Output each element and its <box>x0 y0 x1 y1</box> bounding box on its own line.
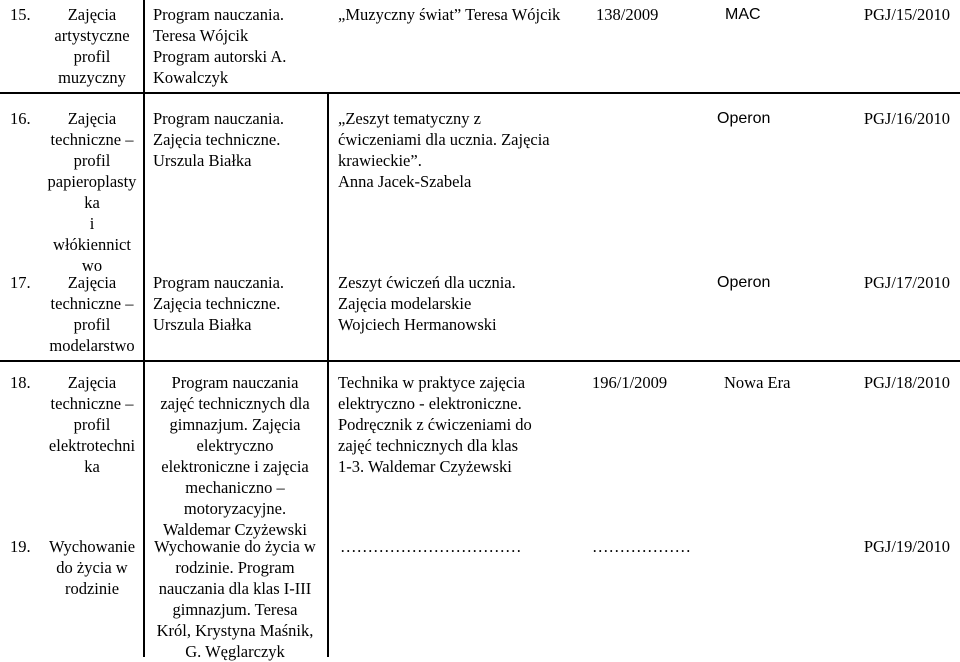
book-line: Zajęcia modelarskie <box>338 294 472 313</box>
subject-line: Zajęcia <box>67 373 117 392</box>
book-line: krawieckie”. <box>338 151 422 170</box>
subject-line: techniczne – <box>50 294 134 313</box>
book-line: Podręcznik z ćwiczeniami do <box>338 415 532 434</box>
program-line: elektroniczne i zajęcia <box>161 457 309 476</box>
column-divider <box>327 361 329 657</box>
program-line: Zajęcia techniczne. <box>153 294 281 313</box>
program-line: zajęć technicznych dla <box>160 394 310 413</box>
subject-line: profil <box>73 415 111 434</box>
program-line: Program nauczania. <box>153 5 285 24</box>
program-line: Program nauczania. <box>153 273 285 292</box>
book-line: Wojciech Hermanowski <box>338 315 497 334</box>
subject-line: ka <box>84 457 100 476</box>
publisher-placeholder: ……………… <box>592 537 691 556</box>
subject-line: artystyczne <box>54 26 130 45</box>
book-line: elektryczno - elektroniczne. <box>338 394 522 413</box>
program-line: Urszula Białka <box>153 315 252 334</box>
subject-line: rodzinie <box>64 579 120 598</box>
program-line: mechaniczno – <box>185 478 285 497</box>
approval-number: 196/1/2009 <box>592 373 668 392</box>
column-divider <box>327 93 329 361</box>
subject-line: profil <box>73 315 111 334</box>
program-line: Waldemar Czyżewski <box>163 520 307 539</box>
row-number: 15. <box>10 5 31 24</box>
book-line: „Zeszyt tematyczny z <box>338 109 481 128</box>
program-line: Król, Krystyna Maśnik, <box>156 621 314 640</box>
subject-line: Zajęcia <box>67 5 117 24</box>
program-line: Kowalczyk <box>153 68 229 87</box>
program-code: PGJ/16/2010 <box>863 109 950 128</box>
book-placeholder: …………………………… <box>340 537 522 556</box>
program-line: gimnazjum. Teresa <box>172 600 298 619</box>
program-line: Zajęcia techniczne. <box>153 130 281 149</box>
program-line: Program nauczania <box>171 373 299 392</box>
subject-line: i <box>89 214 95 233</box>
publisher: Operon <box>717 274 771 291</box>
program-line: Wychowanie do życia w <box>154 537 316 556</box>
publisher: Operon <box>717 110 771 127</box>
row-number: 19. <box>10 537 31 556</box>
program-code: PGJ/15/2010 <box>863 5 950 24</box>
subject-line: do życia w <box>56 558 128 577</box>
program-line: Urszula Białka <box>153 151 252 170</box>
program-code: PGJ/17/2010 <box>863 273 950 292</box>
book-line: 1-3. Waldemar Czyżewski <box>338 457 512 476</box>
program-line: elektryczno <box>196 436 274 455</box>
subject-line: papieroplasty <box>47 172 137 191</box>
subject-line: profil <box>73 47 111 66</box>
program-code: PGJ/18/2010 <box>863 373 950 392</box>
subject-line: włókiennict <box>53 235 131 254</box>
program-line: gimnazjum. Zajęcia <box>169 415 301 434</box>
subject-line: techniczne – <box>50 394 134 413</box>
publisher: Nowa Era <box>724 373 791 392</box>
book-line: zajęć technicznych dla klas <box>338 436 519 455</box>
program-line: rodzinie. Program <box>175 558 295 577</box>
subject-line: Wychowanie <box>48 537 136 556</box>
program-line: G. Węglarczyk <box>185 642 285 661</box>
column-divider <box>143 93 145 361</box>
book-line: Zeszyt ćwiczeń dla ucznia. <box>338 273 516 292</box>
program-line: Program nauczania. <box>153 109 285 128</box>
subject-line: wo <box>81 256 103 275</box>
approval-number: 138/2009 <box>596 5 659 24</box>
program-code: PGJ/19/2010 <box>863 537 950 556</box>
row-number: 17. <box>10 273 31 292</box>
subject-line: modelarstwo <box>49 336 135 355</box>
book-line: ćwiczeniami dla ucznia. Zajęcia <box>338 130 550 149</box>
program-line: Program autorski A. <box>153 47 287 66</box>
program-line: Teresa Wójcik <box>153 26 249 45</box>
program-line: motoryzacyjne. <box>183 499 287 518</box>
subject-line: techniczne – <box>50 130 134 149</box>
publisher: MAC <box>725 6 761 23</box>
subject-line: elektrotechni <box>48 436 136 455</box>
book-line: Technika w praktyce zajęcia <box>338 373 526 392</box>
book-line: Anna Jacek-Szabela <box>338 172 472 191</box>
subject-line: profil <box>73 151 111 170</box>
program-line: nauczania dla klas I-III <box>158 579 312 598</box>
subject-line: muzyczny <box>58 68 126 87</box>
book-title: „Muzyczny świat” Teresa Wójcik <box>338 5 561 24</box>
column-divider <box>143 0 145 93</box>
row-number: 16. <box>10 109 31 128</box>
subject-line: Zajęcia <box>67 273 117 292</box>
subject-line: ka <box>84 193 100 212</box>
row-number: 18. <box>10 373 31 392</box>
subject-line: Zajęcia <box>67 109 117 128</box>
